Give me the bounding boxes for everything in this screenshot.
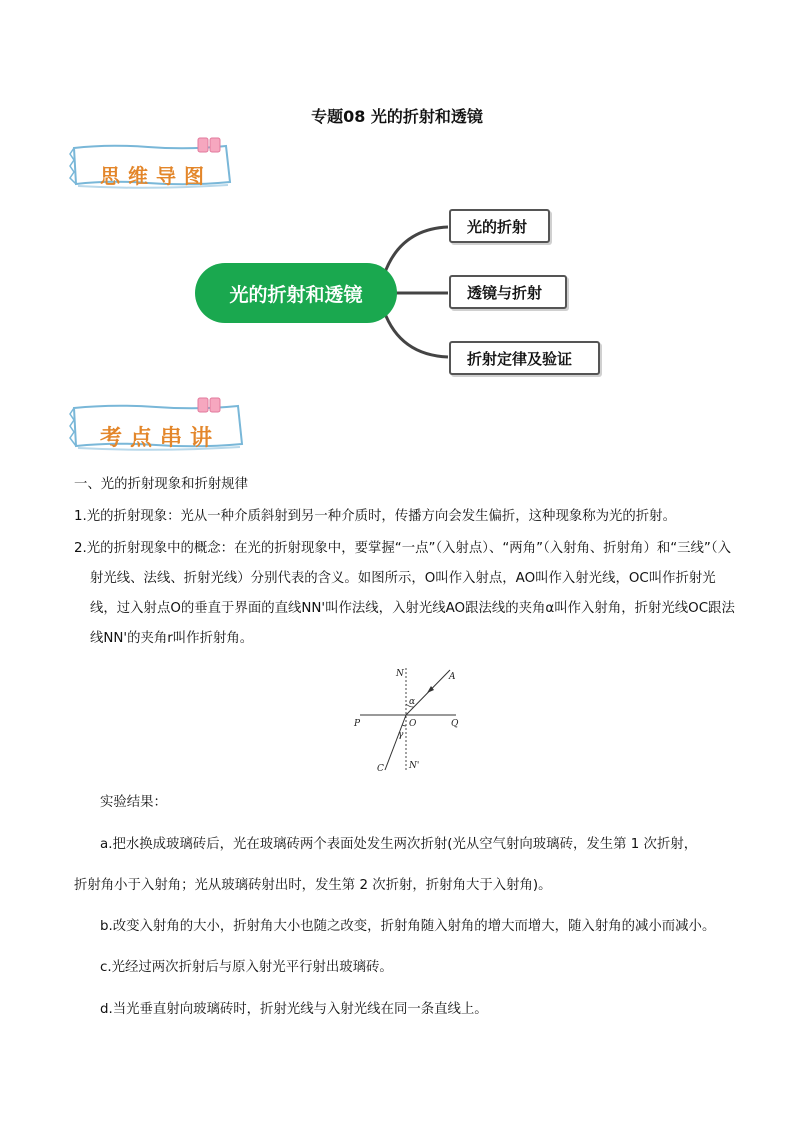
paragraph-1: 1.光的折射现象：光从一种介质斜射到另一种介质时，传播方向会发生偏折，这种现象称为光的折射。	[74, 509, 676, 524]
mindmap-node-law: 折射定律及验证	[449, 341, 600, 375]
mindmap-banner: 思维导图	[100, 164, 212, 188]
label-Q: Q	[451, 719, 459, 729]
result-b: b.改变入射角的大小，折射角大小也随之改变，折射角随入射角的增大而增大，随入射角的减小而减小。	[100, 919, 716, 934]
label-alpha: α	[409, 697, 416, 707]
label-A: A	[449, 672, 456, 682]
result-a-line1: a.把水换成玻璃砖后，光在玻璃砖两个表面处发生两次折射(光从空气射向玻璃砖，发生第 1 次折射，	[100, 837, 698, 852]
results-heading: 实验结果：	[100, 795, 167, 810]
mindmap-node-lens: 透镜与折射	[449, 275, 567, 309]
mindmap-center-node: 光的折射和透镜	[195, 263, 397, 323]
refraction-figure	[350, 664, 470, 776]
mindmap-node-refraction: 光的折射	[449, 209, 550, 243]
page-title: 专题08 光的折射和透镜	[311, 107, 483, 126]
paragraph-2: 2.光的折射现象中的概念：在光的折射现象中，要掌握“一点”（入射点）、“两角”（入射角、折射角）和“三线”（入射光线、法线、折射光线）分别代表的含义。如图所示，O叫作入射点，AO叫作入射光线，OC叫作折射光线，过入射点O的垂直于界面的直线NN'叫作法线，入射光线AO跟法线的夹角α叫作入射角，折射光线OC跟法线NN'的夹角r叫作折射角。	[74, 541, 735, 646]
label-gamma: γ	[398, 730, 404, 740]
label-N-prime: N'	[409, 761, 420, 771]
label-C: C	[377, 764, 384, 774]
points-banner: 考点串讲	[100, 425, 221, 451]
label-N: N	[396, 669, 404, 679]
section-heading: 一、光的折射现象和折射规律	[74, 477, 249, 492]
refracted-ray	[385, 715, 406, 770]
result-a-line2: 折射角小于入射角；光从玻璃砖射出时，发生第 2 次折射，折射角大于入射角)。	[74, 878, 552, 893]
result-c: c.光经过两次折射后与原入射光平行射出玻璃砖。	[100, 960, 393, 975]
label-O: O	[409, 719, 417, 729]
label-P: P	[354, 719, 361, 729]
result-d: d.当光垂直射向玻璃砖时，折射光线与入射光线在同一条直线上。	[100, 1002, 488, 1017]
